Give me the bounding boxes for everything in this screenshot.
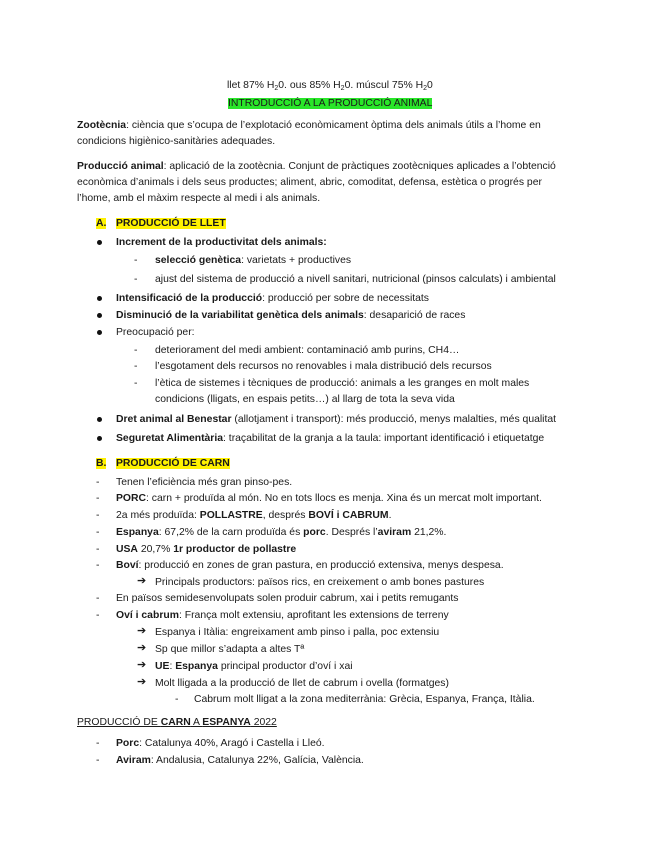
text: 2022 [250,717,277,728]
term: PORC [116,493,147,504]
text: : Catalunya 40%, Aragó i Castella i Lleó. [139,738,325,749]
term: Oví i cabrum [116,610,179,621]
dash-marker: - [96,477,100,488]
bullet-dot [97,313,102,318]
bullet-intensificacio [116,292,429,305]
produccio-animal-definition [77,160,556,173]
text: : França molt extensiu, aprofitant les extensions de terreny [178,610,449,621]
dash-marker: - [96,560,100,571]
dash-marker: - [96,610,100,621]
dash-marker: - [96,510,100,521]
term: Zootècnia [77,120,127,131]
term: Espanya [175,661,218,672]
dash-marker: - [96,527,100,538]
definition-text: condicions higiènico-sanitàries adequades. [77,136,276,147]
definition-text: econòmica d’animals i dels seus productes; aliment, abric, comoditat, defensa, estètica o progrés per [77,177,542,188]
heading-highlight: PRODUCCIÓ DE CARN [116,458,230,469]
term: CARN [160,717,191,728]
text: : producció en zones de gran pastura, en producció extensiva, menys despesa. [138,560,504,571]
term: ESPANYA [202,717,251,728]
arrow-line-formatges: Molt lligada a la producció de llet de cabrum i ovella (formatges) [155,678,449,689]
bullet-preocupacio: Preocupació per: [116,327,195,338]
dash-marker: - [134,378,138,389]
dash-marker: - [96,755,100,766]
text: principal productor d’oví i xai [217,661,353,672]
text: . [388,510,392,521]
arrow-right-icon: ➔ [137,575,147,587]
dash-marker: - [96,493,100,504]
term: USA [116,544,138,555]
formula-part: llet 87% H [227,80,275,91]
bullet-dot [97,296,102,301]
term: Espanya [116,527,159,538]
formula-part: 0. múscul 75% H [344,80,424,91]
term: Seguretat Alimentària [116,433,224,444]
line-usa [116,543,296,556]
bullet-dot [97,436,102,441]
line-spain-aviram [116,754,364,767]
arrow-right-icon: ➔ [137,642,147,654]
text: : 67,2% de la carn produïda és [158,527,304,538]
formula-part: 0. ous 85% H [278,80,341,91]
section-a-marker [96,217,106,230]
zootecnia-definition-cont [77,135,275,148]
text: : desaparició de races [363,310,466,321]
dash-marker: - [96,544,100,555]
line-porc [116,492,542,505]
bullet-benestar [116,413,556,426]
dash-marker: - [96,593,100,604]
produccio-animal-cont [77,192,320,205]
text: . Després l’ [325,527,378,538]
sub-bullet-etica-cont: condicions (lligats, en espais petits…) al llarg de tota la seva vida [155,394,455,405]
dash-marker: - [134,274,138,285]
bullet-dot [97,330,102,335]
section-a-heading [116,217,226,230]
term: porc [303,527,326,538]
arrow-line-ue [155,660,353,673]
sub-bullet-deteriorament: deteriorament del medi ambient: contaminació amb purins, CH4… [155,345,460,356]
definition-text: : ciència que s’ocupa de l’explotació econòmicament òptima dels animals útils a l’home en [126,120,541,131]
term: Porc [116,738,140,749]
term: 1r productor de pollastre [173,544,297,555]
text: : carn + produïda al món. No en tots llocs es menja. Xina és un mercat molt important. [146,493,542,504]
arrow-line-espanya-italia: Espanya i Itàlia: engreixament amb pinso i palla, poc extensiu [155,627,440,638]
line-spain-porc [116,737,325,750]
arrow-line-temperatura: Sp que millor s’adapta a altes Tª [155,644,305,655]
line-eficiencia: Tenen l’eficiència més gran pinso-pes. [116,477,293,488]
definition-text: : aplicació de la zootècnia. Conjunt de pràctiques zootècniques aplicades a l’obtenció [163,161,556,172]
term: aviram [377,527,412,538]
arrow-right-icon: ➔ [137,659,147,671]
zootecnia-definition [77,119,541,132]
text: : Andalusia, Catalunya 22%, Galícia, València. [150,755,364,766]
bullet-dot [97,240,102,245]
subscript: 2 [274,85,279,92]
dash-marker: - [96,738,100,749]
definition-text: l’home, amb el màxim respecte al medi i als animals. [77,193,321,204]
term: Producció animal [77,161,164,172]
arrow-right-icon: ➔ [137,625,147,637]
text: : varietats + productives [241,255,352,266]
term: BOVÍ i CABRUM [308,510,389,521]
line-semidesenvolupats: En països semidesenvolupats solen produir cabrum, xai i petits remugants [116,593,459,604]
text: : [169,661,176,672]
formula-part: 0 [427,80,433,91]
term: UE [155,661,170,672]
subscript: 2 [423,85,428,92]
line-ovi-cabrum [116,609,449,622]
term: Boví [116,560,139,571]
term: selecció genètica [155,255,242,266]
sub-bullet-etica: l’ètica de sistemes i tècniques de producció: animals a les granges en molt males [155,378,530,389]
term: Intensificació de la producció [116,293,263,304]
text: (allotjament i transport): més producció, menys malalties, més qualitat [231,414,557,425]
subscript: 2 [340,85,345,92]
dash-marker: - [134,255,138,266]
bullet-dot [97,417,102,422]
spain-heading [77,716,277,729]
bullet-seguretat [116,432,544,445]
title-highlight: INTRODUCCIÓ A LA PRODUCCIÓ ANIMAL [228,98,433,109]
marker: A. [96,218,107,229]
bullet-disminucio [116,309,465,322]
produccio-animal-cont [77,176,542,189]
water-content-line [227,79,433,95]
line-bovi [116,559,504,572]
text: 20,7% [137,544,174,555]
sub-bullet-seleccio [155,254,351,267]
term: Dret animal al Benestar [116,414,232,425]
arrow-right-icon: ➔ [137,676,147,688]
term: POLLASTRE [199,510,263,521]
term: Aviram [116,755,151,766]
text: : traçabilitat de la granja a la taula: important identificació i etiquetatge [223,433,545,444]
bullet-productivitat: Increment de la productivitat dels animals: [116,237,327,248]
text: 21,2%. [411,527,447,538]
arrow-line-productors: Principals productors: països rics, en creixement o amb bones pastures [155,577,485,588]
sub-bullet-esgotament: l’esgotament dels recursos no renovables i mala distribució dels recursos [155,361,492,372]
marker: B. [96,458,107,469]
sub-line-mediterrania: Cabrum molt lligat a la zona mediterrània: Grècia, Espanya, França, Itàlia. [194,694,535,705]
dash-marker: - [134,361,138,372]
text: A [190,717,203,728]
line-pollastre [116,509,391,522]
section-b-marker [96,457,106,470]
section-b-heading [116,457,230,470]
text: , després [262,510,309,521]
page-title [228,97,432,110]
text: PRODUCCIÓ DE [77,717,161,728]
heading-highlight: PRODUCCIÓ DE LLET [116,218,226,229]
dash-marker: - [134,345,138,356]
text: 2a més produïda: [116,510,200,521]
sub-bullet-ajust: ajust del sistema de producció a nivell sanitari, nutricional (pinsos calculats) i ambiental [155,274,556,285]
term: Disminució de la variabilitat genètica dels animals [116,310,364,321]
text: : producció per sobre de necessitats [262,293,429,304]
line-espanya [116,526,446,539]
dash-marker: - [175,694,179,705]
